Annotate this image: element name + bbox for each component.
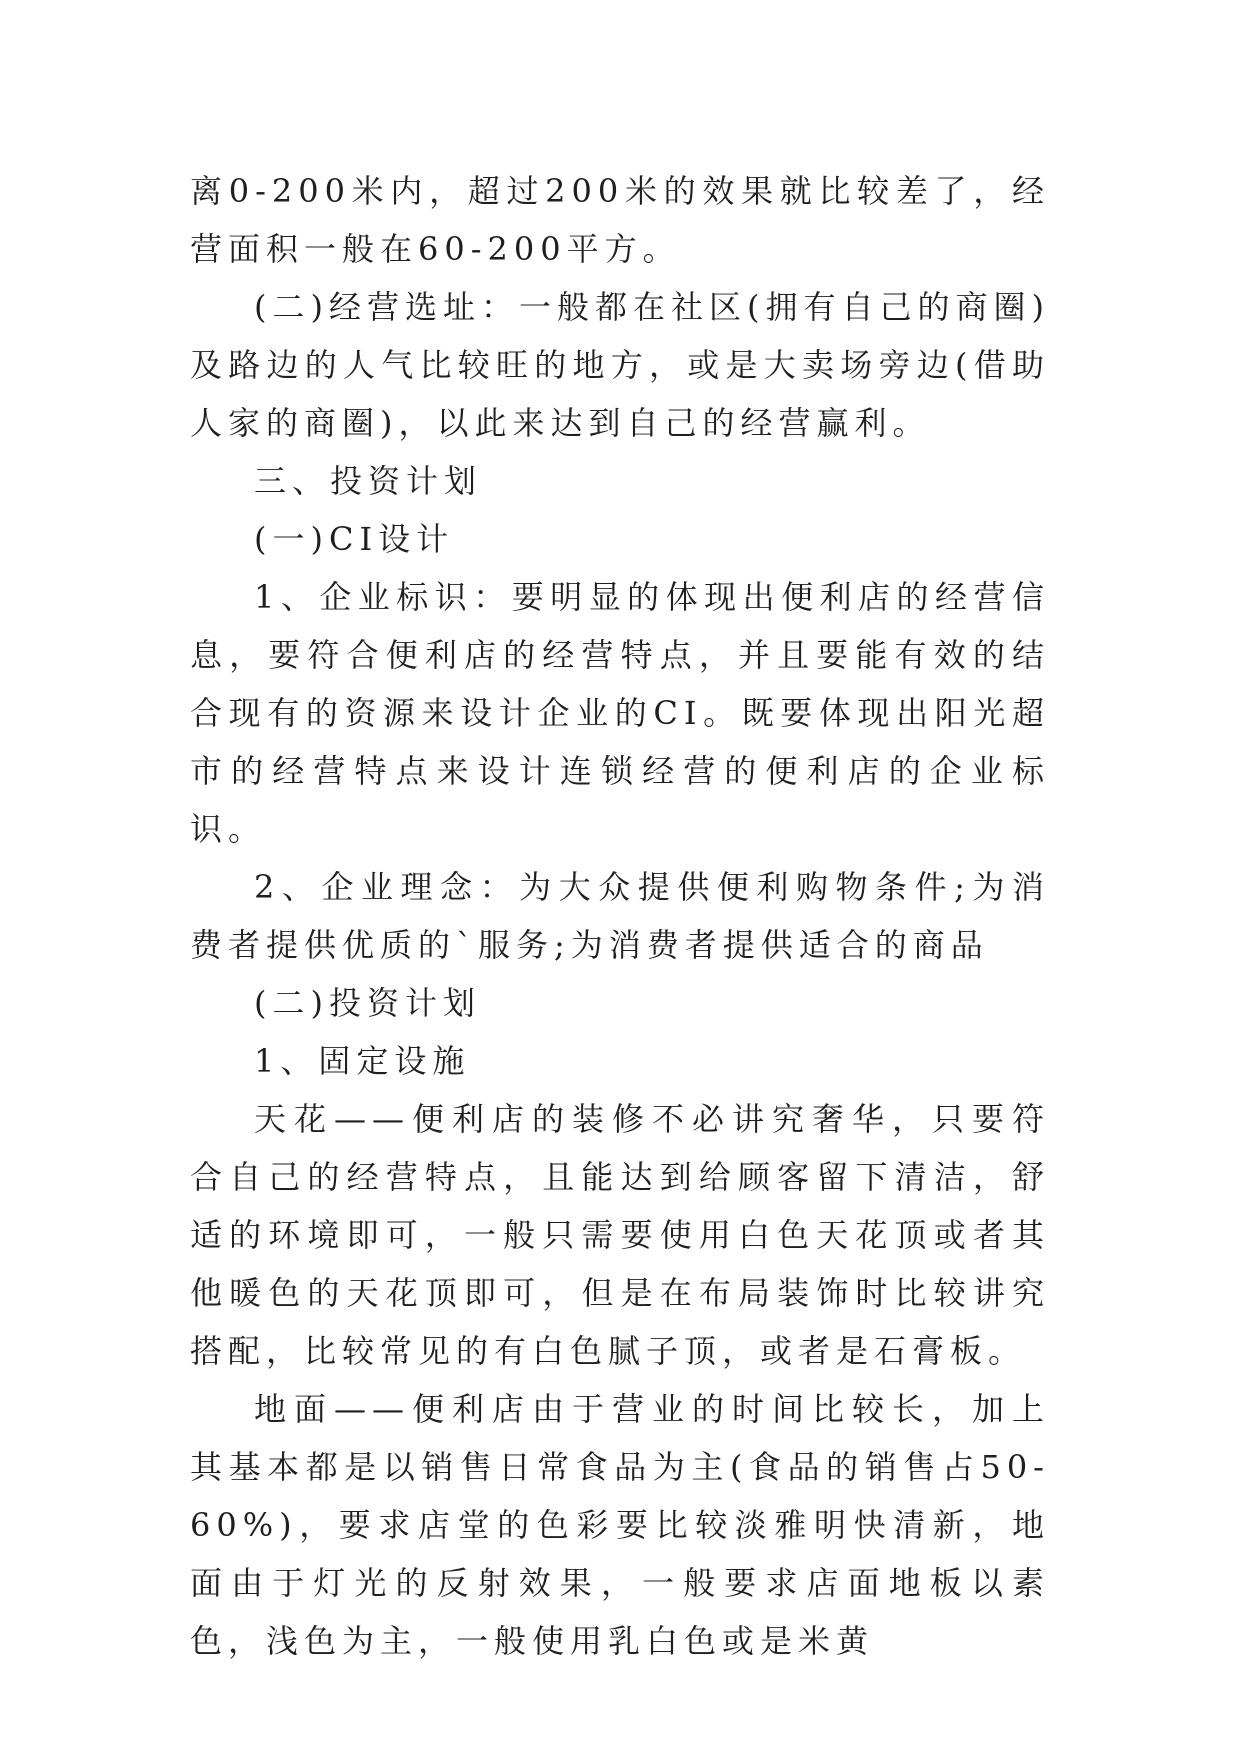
subsection-heading: (二)投资计划	[254, 984, 481, 1022]
paragraph: 1、企业标识：要明显的体现出便利店的经营信息，要符合便利店的经营特点，并且要能有效的结合现有的资源来设计企业的CI。既要体现出阳光超市的经营特点来设计连锁经营的便利店的企业标识。	[190, 578, 1050, 848]
paragraph: 2、企业理念：为大众提供便利购物条件;为消费者提供优质的`服务;为消费者提供适合的商品	[190, 868, 1050, 964]
paragraph: 地面——便利店由于营业的时间比较长，加上其基本都是以销售日常食品为主(食品的销售占50-60%)，要求店堂的色彩要比较淡雅明快清新，地面由于灯光的反射效果，一般要求店面地板以素色，浅色为主，一般使用乳白色或是米黄	[190, 1390, 1050, 1660]
paragraph: (二)经营选址：一般都在社区(拥有自己的商圈)及路边的人气比较旺的地方，或是大卖场旁边(借助人家的商圈)，以此来达到自己的经营赢利。	[190, 288, 1050, 442]
document-body	[190, 162, 1050, 1670]
paragraph: 天花——便利店的装修不必讲究奢华，只要符合自己的经营特点，且能达到给顾客留下清洁，舒适的环境即可，一般只需要使用白色天花顶或者其他暖色的天花顶即可，但是在布局装饰时比较讲究搭配，比较常见的有白色腻子顶，或者是石膏板。	[190, 1100, 1050, 1370]
paragraph: 离0-200米内，超过200米的效果就比较差了，经营面积一般在60-200平方。	[190, 172, 1050, 268]
section-heading: 三、投资计划	[254, 462, 483, 500]
subsection-heading: (一)CI设计	[254, 520, 455, 558]
item-heading: 1、固定设施	[254, 1042, 471, 1080]
